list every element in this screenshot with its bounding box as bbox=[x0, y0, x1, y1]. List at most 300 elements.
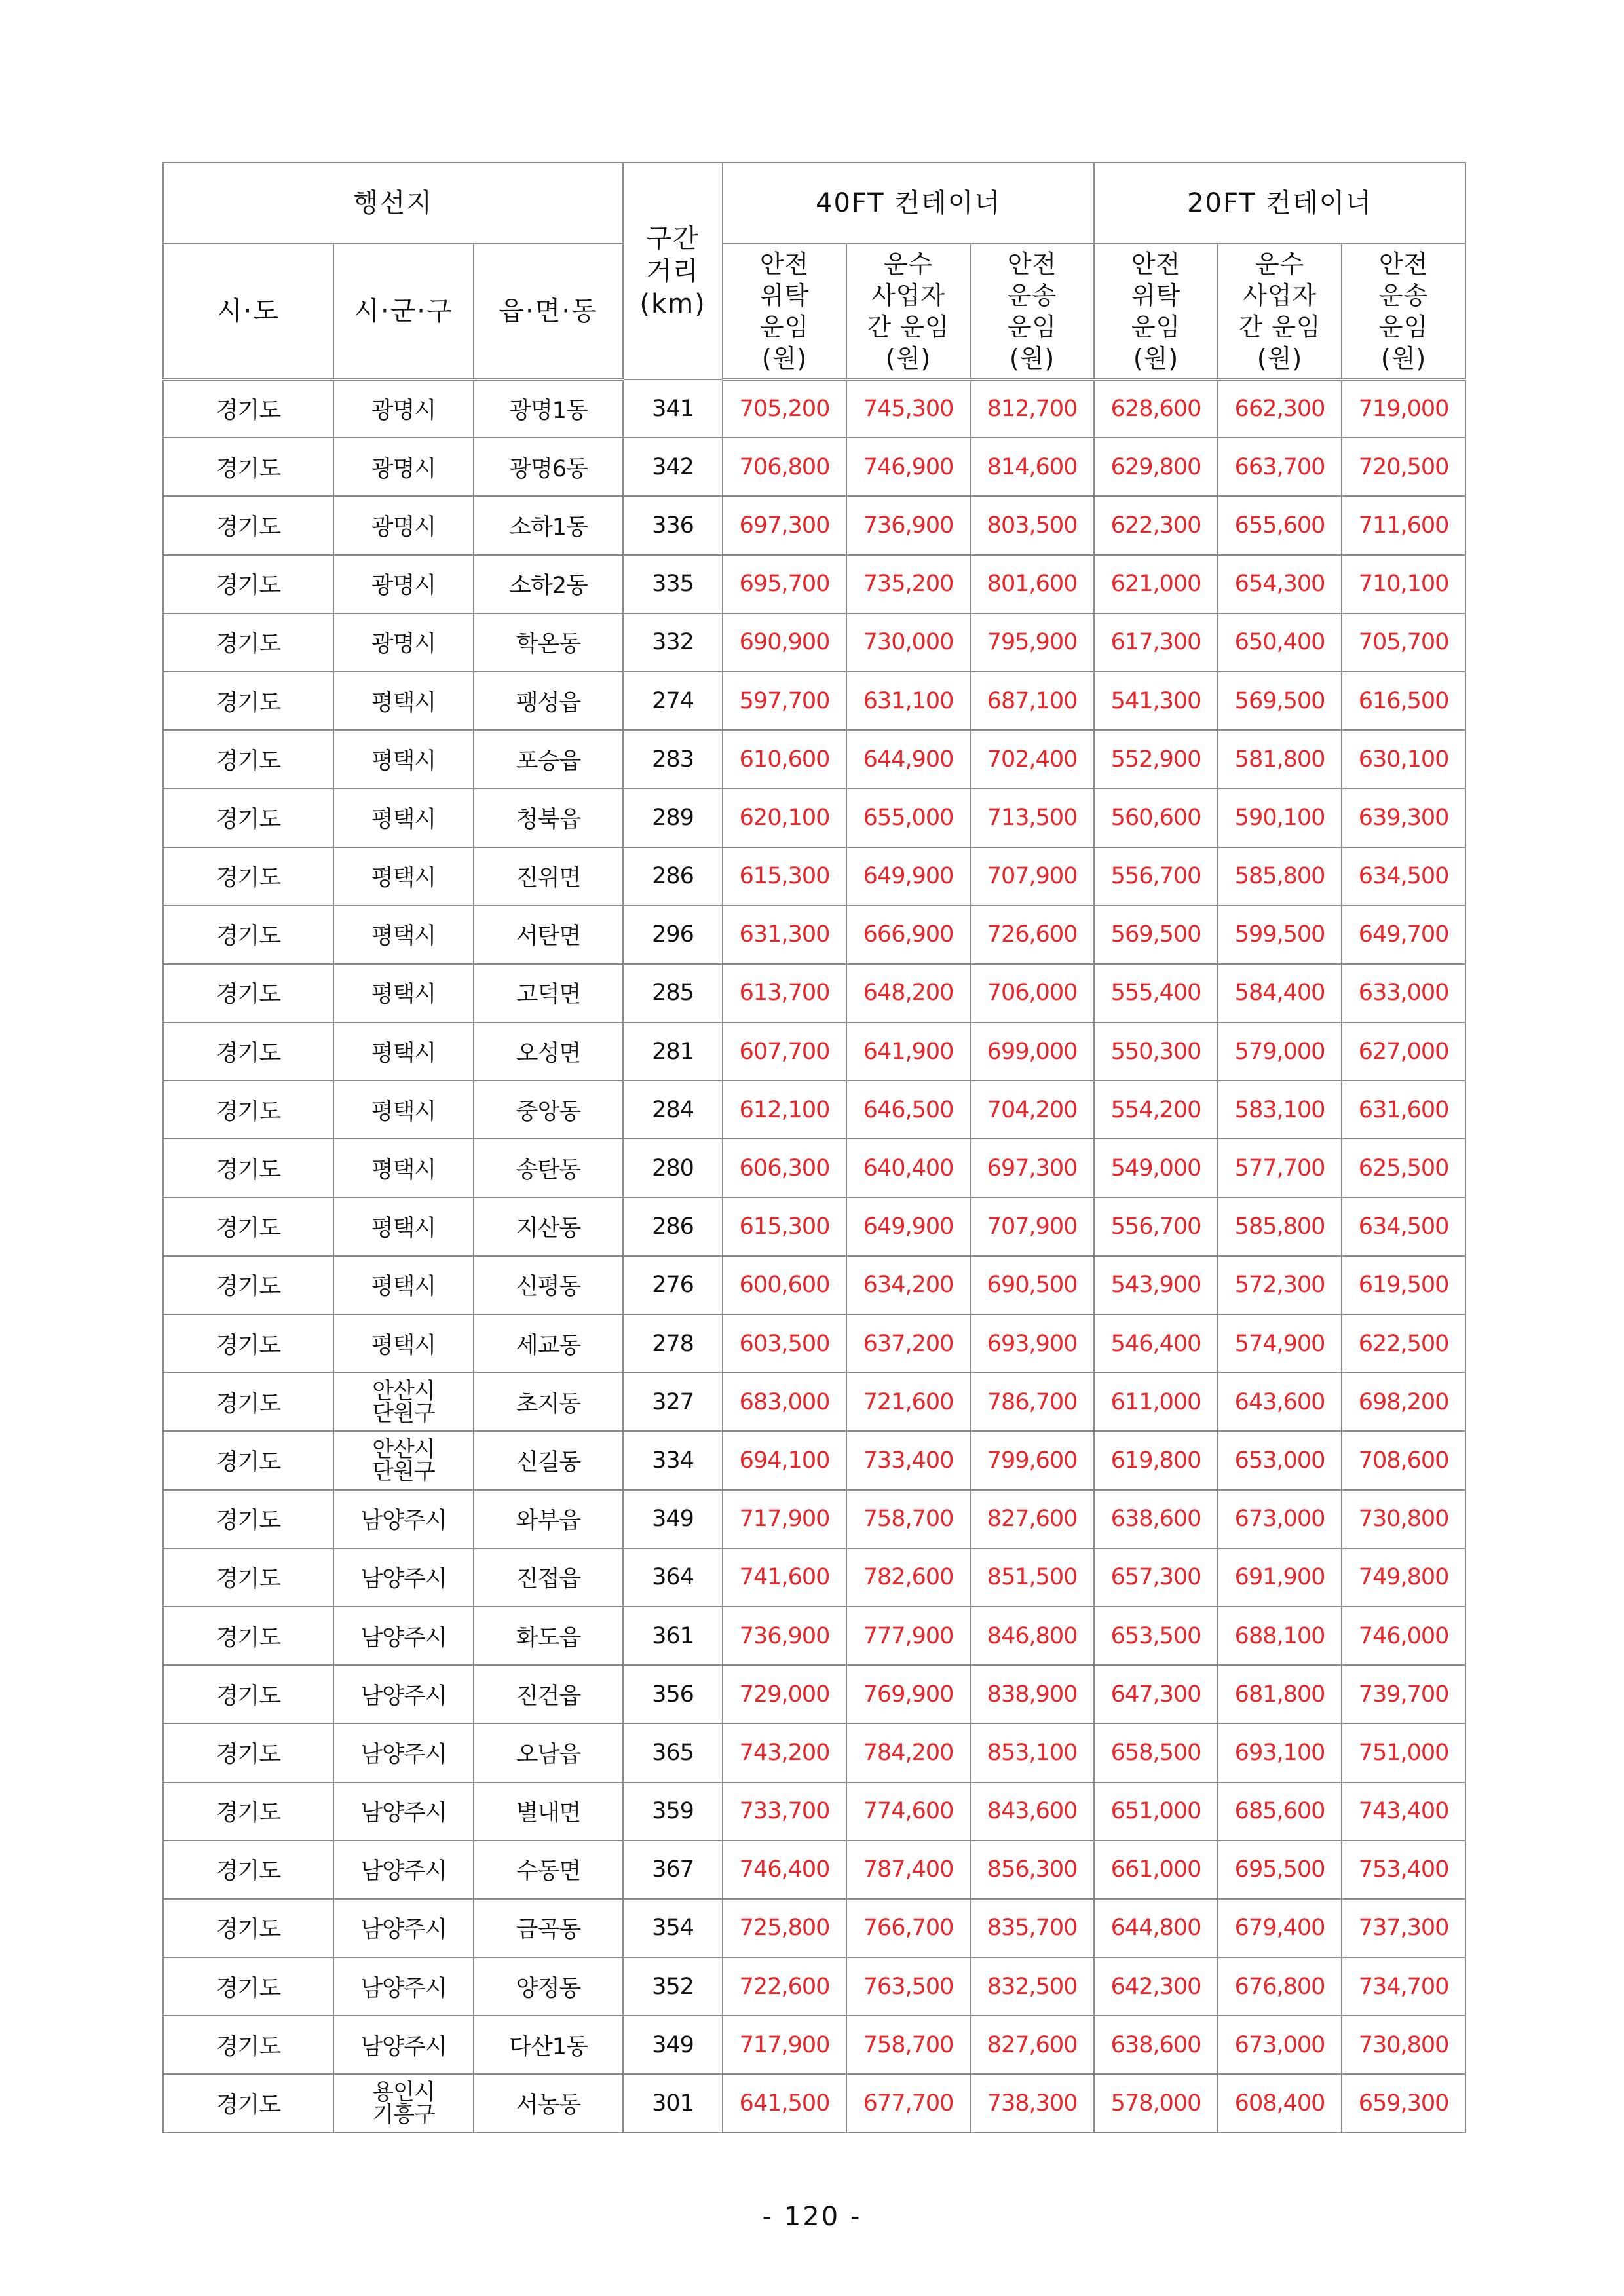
cell-40ft-safe-consign-rate: 717,900 bbox=[723, 2016, 846, 2074]
cell-distance-km: 334 bbox=[623, 1431, 723, 1489]
header-destination: 행선지 bbox=[163, 163, 623, 244]
cell-eupmyeondong: 신평동 bbox=[474, 1256, 623, 1314]
cell-sigungu: 안산시 단원구 bbox=[333, 1431, 474, 1489]
cell-20ft-safe-consign-rate: 546,400 bbox=[1094, 1314, 1218, 1373]
cell-sido: 경기도 bbox=[163, 1139, 333, 1197]
cell-distance-km: 286 bbox=[623, 847, 723, 906]
table-row bbox=[163, 2074, 1465, 2132]
cell-40ft-safe-consign-rate: 743,200 bbox=[723, 1723, 846, 1782]
cell-40ft-carrier-rate: 782,600 bbox=[846, 1548, 970, 1607]
cell-40ft-carrier-rate: 763,500 bbox=[846, 1957, 970, 2016]
cell-sido: 경기도 bbox=[163, 1899, 333, 1957]
cell-20ft-safe-consign-rate: 651,000 bbox=[1094, 1782, 1218, 1841]
cell-40ft-carrier-rate: 641,900 bbox=[846, 1022, 970, 1081]
cell-40ft-carrier-rate: 735,200 bbox=[846, 555, 970, 613]
cell-sigungu: 광명시 bbox=[333, 438, 474, 496]
cell-20ft-safe-transport-rate: 622,500 bbox=[1342, 1314, 1465, 1373]
cell-eupmyeondong: 와부읍 bbox=[474, 1490, 623, 1548]
cell-sigungu: 평택시 bbox=[333, 1256, 474, 1314]
table-row bbox=[163, 496, 1465, 554]
cell-40ft-carrier-rate: 736,900 bbox=[846, 496, 970, 554]
table-row bbox=[163, 964, 1465, 1022]
cell-eupmyeondong: 지산동 bbox=[474, 1198, 623, 1256]
cell-20ft-safe-consign-rate: 569,500 bbox=[1094, 906, 1218, 964]
header-40ft-carrier-rate: 운수 사업자 간 운임 (원) bbox=[846, 244, 970, 379]
table-row bbox=[163, 1841, 1465, 1899]
header-eupmyeondong: 읍·면·동 bbox=[474, 244, 623, 379]
cell-40ft-safe-consign-rate: 615,300 bbox=[723, 847, 846, 906]
cell-distance-km: 354 bbox=[623, 1899, 723, 1957]
cell-distance-km: 341 bbox=[623, 379, 723, 438]
table-row bbox=[163, 788, 1465, 847]
cell-20ft-safe-consign-rate: 555,400 bbox=[1094, 964, 1218, 1022]
cell-distance-km: 336 bbox=[623, 496, 723, 554]
cell-40ft-safe-transport-rate: 795,900 bbox=[970, 613, 1094, 672]
cell-20ft-carrier-rate: 688,100 bbox=[1218, 1607, 1342, 1665]
cell-sigungu: 평택시 bbox=[333, 1022, 474, 1081]
cell-20ft-carrier-rate: 685,600 bbox=[1218, 1782, 1342, 1841]
cell-20ft-carrier-rate: 572,300 bbox=[1218, 1256, 1342, 1314]
cell-20ft-safe-transport-rate: 730,800 bbox=[1342, 2016, 1465, 2074]
header-sigungu: 시·군·구 bbox=[333, 244, 474, 379]
cell-40ft-safe-consign-rate: 607,700 bbox=[723, 1022, 846, 1081]
cell-20ft-carrier-rate: 654,300 bbox=[1218, 555, 1342, 613]
cell-sido: 경기도 bbox=[163, 1665, 333, 1723]
cell-20ft-safe-consign-rate: 647,300 bbox=[1094, 1665, 1218, 1723]
cell-20ft-safe-transport-rate: 708,600 bbox=[1342, 1431, 1465, 1489]
cell-sido: 경기도 bbox=[163, 1022, 333, 1081]
cell-40ft-safe-consign-rate: 697,300 bbox=[723, 496, 846, 554]
cell-40ft-carrier-rate: 766,700 bbox=[846, 1899, 970, 1957]
table-header bbox=[163, 163, 1465, 379]
cell-20ft-carrier-rate: 585,800 bbox=[1218, 1198, 1342, 1256]
cell-sigungu: 평택시 bbox=[333, 906, 474, 964]
table-row bbox=[163, 1723, 1465, 1782]
cell-20ft-safe-consign-rate: 661,000 bbox=[1094, 1841, 1218, 1899]
table-row bbox=[163, 906, 1465, 964]
cell-40ft-carrier-rate: 746,900 bbox=[846, 438, 970, 496]
cell-20ft-carrier-rate: 653,000 bbox=[1218, 1431, 1342, 1489]
cell-20ft-carrier-rate: 650,400 bbox=[1218, 613, 1342, 672]
cell-20ft-safe-consign-rate: 578,000 bbox=[1094, 2074, 1218, 2132]
cell-20ft-carrier-rate: 691,900 bbox=[1218, 1548, 1342, 1607]
cell-distance-km: 367 bbox=[623, 1841, 723, 1899]
cell-40ft-carrier-rate: 758,700 bbox=[846, 1490, 970, 1548]
cell-20ft-safe-transport-rate: 634,500 bbox=[1342, 1198, 1465, 1256]
cell-sigungu: 평택시 bbox=[333, 672, 474, 730]
cell-20ft-safe-transport-rate: 627,000 bbox=[1342, 1022, 1465, 1081]
cell-sigungu: 평택시 bbox=[333, 1314, 474, 1373]
cell-eupmyeondong: 소하2동 bbox=[474, 555, 623, 613]
table-row bbox=[163, 1490, 1465, 1548]
cell-20ft-carrier-rate: 673,000 bbox=[1218, 1490, 1342, 1548]
cell-40ft-safe-transport-rate: 707,900 bbox=[970, 1198, 1094, 1256]
cell-20ft-safe-consign-rate: 617,300 bbox=[1094, 613, 1218, 672]
cell-eupmyeondong: 소하1동 bbox=[474, 496, 623, 554]
cell-20ft-carrier-rate: 679,400 bbox=[1218, 1899, 1342, 1957]
cell-20ft-safe-consign-rate: 549,000 bbox=[1094, 1139, 1218, 1197]
cell-eupmyeondong: 광명1동 bbox=[474, 379, 623, 438]
cell-sigungu: 광명시 bbox=[333, 613, 474, 672]
cell-eupmyeondong: 진건읍 bbox=[474, 1665, 623, 1723]
cell-40ft-safe-consign-rate: 631,300 bbox=[723, 906, 846, 964]
cell-40ft-safe-transport-rate: 856,300 bbox=[970, 1841, 1094, 1899]
cell-distance-km: 286 bbox=[623, 1198, 723, 1256]
cell-20ft-safe-consign-rate: 611,000 bbox=[1094, 1373, 1218, 1431]
cell-20ft-safe-transport-rate: 734,700 bbox=[1342, 1957, 1465, 2016]
cell-eupmyeondong: 수동면 bbox=[474, 1841, 623, 1899]
table-row bbox=[163, 1022, 1465, 1081]
cell-20ft-safe-transport-rate: 630,100 bbox=[1342, 730, 1465, 788]
cell-40ft-safe-consign-rate: 690,900 bbox=[723, 613, 846, 672]
cell-sigungu: 남양주시 bbox=[333, 2016, 474, 2074]
cell-20ft-carrier-rate: 590,100 bbox=[1218, 788, 1342, 847]
cell-40ft-safe-consign-rate: 725,800 bbox=[723, 1899, 846, 1957]
cell-20ft-carrier-rate: 655,600 bbox=[1218, 496, 1342, 554]
cell-eupmyeondong: 서농동 bbox=[474, 2074, 623, 2132]
cell-20ft-safe-transport-rate: 730,800 bbox=[1342, 1490, 1465, 1548]
cell-40ft-carrier-rate: 648,200 bbox=[846, 964, 970, 1022]
cell-distance-km: 342 bbox=[623, 438, 723, 496]
cell-sigungu: 광명시 bbox=[333, 555, 474, 613]
cell-40ft-safe-consign-rate: 600,600 bbox=[723, 1256, 846, 1314]
cell-eupmyeondong: 오성면 bbox=[474, 1022, 623, 1081]
cell-40ft-carrier-rate: 677,700 bbox=[846, 2074, 970, 2132]
cell-sigungu: 평택시 bbox=[333, 1198, 474, 1256]
cell-20ft-carrier-rate: 569,500 bbox=[1218, 672, 1342, 730]
cell-20ft-safe-transport-rate: 743,400 bbox=[1342, 1782, 1465, 1841]
cell-20ft-safe-transport-rate: 619,500 bbox=[1342, 1256, 1465, 1314]
cell-40ft-safe-consign-rate: 746,400 bbox=[723, 1841, 846, 1899]
cell-40ft-safe-transport-rate: 707,900 bbox=[970, 847, 1094, 906]
cell-sigungu: 평택시 bbox=[333, 847, 474, 906]
cell-sido: 경기도 bbox=[163, 1841, 333, 1899]
cell-20ft-safe-consign-rate: 552,900 bbox=[1094, 730, 1218, 788]
cell-sigungu: 평택시 bbox=[333, 788, 474, 847]
cell-40ft-carrier-rate: 730,000 bbox=[846, 613, 970, 672]
cell-distance-km: 361 bbox=[623, 1607, 723, 1665]
cell-eupmyeondong: 팽성읍 bbox=[474, 672, 623, 730]
cell-40ft-safe-transport-rate: 697,300 bbox=[970, 1139, 1094, 1197]
table-row bbox=[163, 438, 1465, 496]
cell-sigungu: 남양주시 bbox=[333, 1723, 474, 1782]
cell-distance-km: 359 bbox=[623, 1782, 723, 1841]
table-row bbox=[163, 2016, 1465, 2074]
table-row bbox=[163, 1431, 1465, 1489]
cell-20ft-safe-transport-rate: 631,600 bbox=[1342, 1081, 1465, 1139]
cell-sido: 경기도 bbox=[163, 613, 333, 672]
cell-20ft-safe-transport-rate: 746,000 bbox=[1342, 1607, 1465, 1665]
cell-40ft-carrier-rate: 646,500 bbox=[846, 1081, 970, 1139]
cell-20ft-safe-consign-rate: 653,500 bbox=[1094, 1607, 1218, 1665]
cell-eupmyeondong: 신길동 bbox=[474, 1431, 623, 1489]
cell-40ft-safe-consign-rate: 741,600 bbox=[723, 1548, 846, 1607]
header-20ft: 20FT 컨테이너 bbox=[1094, 163, 1465, 244]
cell-sido: 경기도 bbox=[163, 1548, 333, 1607]
table-row bbox=[163, 1314, 1465, 1373]
cell-40ft-safe-consign-rate: 683,000 bbox=[723, 1373, 846, 1431]
cell-sigungu: 용인시 기흥구 bbox=[333, 2074, 474, 2132]
cell-sigungu: 남양주시 bbox=[333, 1782, 474, 1841]
cell-20ft-safe-consign-rate: 638,600 bbox=[1094, 2016, 1218, 2074]
cell-eupmyeondong: 학온동 bbox=[474, 613, 623, 672]
cell-40ft-safe-consign-rate: 705,200 bbox=[723, 379, 846, 438]
header-distance: 구간 거리 (km) bbox=[623, 163, 723, 379]
cell-20ft-safe-transport-rate: 753,400 bbox=[1342, 1841, 1465, 1899]
cell-sigungu: 남양주시 bbox=[333, 1607, 474, 1665]
cell-40ft-safe-consign-rate: 736,900 bbox=[723, 1607, 846, 1665]
cell-20ft-safe-consign-rate: 556,700 bbox=[1094, 847, 1218, 906]
cell-40ft-safe-consign-rate: 733,700 bbox=[723, 1782, 846, 1841]
cell-sido: 경기도 bbox=[163, 1373, 333, 1431]
cell-sido: 경기도 bbox=[163, 1314, 333, 1373]
cell-distance-km: 349 bbox=[623, 2016, 723, 2074]
table-row bbox=[163, 1548, 1465, 1607]
cell-eupmyeondong: 오남읍 bbox=[474, 1723, 623, 1782]
cell-distance-km: 364 bbox=[623, 1548, 723, 1607]
cell-eupmyeondong: 송탄동 bbox=[474, 1139, 623, 1197]
table-row bbox=[163, 1081, 1465, 1139]
freight-rate-table bbox=[162, 162, 1466, 2133]
cell-distance-km: 332 bbox=[623, 613, 723, 672]
cell-eupmyeondong: 별내면 bbox=[474, 1782, 623, 1841]
cell-sido: 경기도 bbox=[163, 1782, 333, 1841]
page-number: - 120 - bbox=[762, 2202, 862, 2232]
cell-eupmyeondong: 포승읍 bbox=[474, 730, 623, 788]
cell-20ft-safe-consign-rate: 638,600 bbox=[1094, 1490, 1218, 1548]
table-row bbox=[163, 613, 1465, 672]
cell-40ft-safe-transport-rate: 853,100 bbox=[970, 1723, 1094, 1782]
cell-40ft-safe-consign-rate: 717,900 bbox=[723, 1490, 846, 1548]
cell-20ft-safe-consign-rate: 556,700 bbox=[1094, 1198, 1218, 1256]
cell-sido: 경기도 bbox=[163, 730, 333, 788]
cell-sigungu: 평택시 bbox=[333, 1139, 474, 1197]
cell-20ft-carrier-rate: 584,400 bbox=[1218, 964, 1342, 1022]
cell-40ft-carrier-rate: 758,700 bbox=[846, 2016, 970, 2074]
cell-distance-km: 301 bbox=[623, 2074, 723, 2132]
cell-distance-km: 349 bbox=[623, 1490, 723, 1548]
cell-40ft-safe-transport-rate: 851,500 bbox=[970, 1548, 1094, 1607]
table-row bbox=[163, 1665, 1465, 1723]
cell-20ft-safe-transport-rate: 719,000 bbox=[1342, 379, 1465, 438]
cell-sido: 경기도 bbox=[163, 1431, 333, 1489]
table-row bbox=[163, 847, 1465, 906]
cell-eupmyeondong: 세교동 bbox=[474, 1314, 623, 1373]
cell-20ft-safe-consign-rate: 629,800 bbox=[1094, 438, 1218, 496]
table-body bbox=[163, 379, 1465, 2133]
cell-20ft-safe-consign-rate: 628,600 bbox=[1094, 379, 1218, 438]
cell-40ft-safe-transport-rate: 827,600 bbox=[970, 1490, 1094, 1548]
cell-eupmyeondong: 청북읍 bbox=[474, 788, 623, 847]
table-row bbox=[163, 730, 1465, 788]
cell-20ft-safe-consign-rate: 541,300 bbox=[1094, 672, 1218, 730]
header-sido: 시·도 bbox=[163, 244, 333, 379]
cell-sido: 경기도 bbox=[163, 964, 333, 1022]
cell-20ft-carrier-rate: 673,000 bbox=[1218, 2016, 1342, 2074]
cell-40ft-carrier-rate: 777,900 bbox=[846, 1607, 970, 1665]
cell-eupmyeondong: 진접읍 bbox=[474, 1548, 623, 1607]
cell-distance-km: 284 bbox=[623, 1081, 723, 1139]
table-row bbox=[163, 1373, 1465, 1431]
cell-40ft-safe-transport-rate: 838,900 bbox=[970, 1665, 1094, 1723]
cell-40ft-safe-consign-rate: 695,700 bbox=[723, 555, 846, 613]
cell-20ft-carrier-rate: 577,700 bbox=[1218, 1139, 1342, 1197]
cell-40ft-safe-transport-rate: 835,700 bbox=[970, 1899, 1094, 1957]
cell-40ft-safe-consign-rate: 615,300 bbox=[723, 1198, 846, 1256]
cell-20ft-safe-transport-rate: 698,200 bbox=[1342, 1373, 1465, 1431]
cell-distance-km: 365 bbox=[623, 1723, 723, 1782]
table-row bbox=[163, 1899, 1465, 1957]
cell-distance-km: 278 bbox=[623, 1314, 723, 1373]
cell-40ft-safe-transport-rate: 687,100 bbox=[970, 672, 1094, 730]
cell-distance-km: 281 bbox=[623, 1022, 723, 1081]
cell-20ft-carrier-rate: 599,500 bbox=[1218, 906, 1342, 964]
cell-sido: 경기도 bbox=[163, 1957, 333, 2016]
cell-40ft-carrier-rate: 634,200 bbox=[846, 1256, 970, 1314]
cell-40ft-safe-transport-rate: 738,300 bbox=[970, 2074, 1094, 2132]
table-row bbox=[163, 1198, 1465, 1256]
cell-40ft-carrier-rate: 784,200 bbox=[846, 1723, 970, 1782]
cell-40ft-carrier-rate: 733,400 bbox=[846, 1431, 970, 1489]
cell-20ft-carrier-rate: 579,000 bbox=[1218, 1022, 1342, 1081]
cell-20ft-carrier-rate: 663,700 bbox=[1218, 438, 1342, 496]
cell-sigungu: 광명시 bbox=[333, 496, 474, 554]
cell-sigungu: 안산시 단원구 bbox=[333, 1373, 474, 1431]
cell-20ft-carrier-rate: 583,100 bbox=[1218, 1081, 1342, 1139]
cell-40ft-safe-transport-rate: 801,600 bbox=[970, 555, 1094, 613]
cell-eupmyeondong: 양정동 bbox=[474, 1957, 623, 2016]
cell-eupmyeondong: 서탄면 bbox=[474, 906, 623, 964]
cell-40ft-safe-transport-rate: 832,500 bbox=[970, 1957, 1094, 2016]
cell-40ft-safe-consign-rate: 597,700 bbox=[723, 672, 846, 730]
cell-sigungu: 평택시 bbox=[333, 964, 474, 1022]
cell-sido: 경기도 bbox=[163, 1607, 333, 1665]
cell-40ft-safe-transport-rate: 803,500 bbox=[970, 496, 1094, 554]
cell-40ft-safe-transport-rate: 846,800 bbox=[970, 1607, 1094, 1665]
cell-40ft-safe-consign-rate: 610,600 bbox=[723, 730, 846, 788]
table-row bbox=[163, 1957, 1465, 2016]
cell-20ft-carrier-rate: 608,400 bbox=[1218, 2074, 1342, 2132]
cell-20ft-safe-transport-rate: 720,500 bbox=[1342, 438, 1465, 496]
cell-eupmyeondong: 진위면 bbox=[474, 847, 623, 906]
cell-40ft-safe-consign-rate: 722,600 bbox=[723, 1957, 846, 2016]
cell-distance-km: 356 bbox=[623, 1665, 723, 1723]
cell-40ft-safe-consign-rate: 706,800 bbox=[723, 438, 846, 496]
cell-eupmyeondong: 금곡동 bbox=[474, 1899, 623, 1957]
cell-40ft-safe-consign-rate: 729,000 bbox=[723, 1665, 846, 1723]
cell-40ft-safe-consign-rate: 613,700 bbox=[723, 964, 846, 1022]
cell-sigungu: 남양주시 bbox=[333, 1841, 474, 1899]
cell-40ft-carrier-rate: 721,600 bbox=[846, 1373, 970, 1431]
cell-eupmyeondong: 고덕면 bbox=[474, 964, 623, 1022]
cell-distance-km: 280 bbox=[623, 1139, 723, 1197]
cell-40ft-carrier-rate: 666,900 bbox=[846, 906, 970, 964]
cell-40ft-safe-transport-rate: 704,200 bbox=[970, 1081, 1094, 1139]
cell-40ft-safe-transport-rate: 812,700 bbox=[970, 379, 1094, 438]
cell-20ft-safe-consign-rate: 621,000 bbox=[1094, 555, 1218, 613]
cell-distance-km: 296 bbox=[623, 906, 723, 964]
cell-40ft-safe-transport-rate: 702,400 bbox=[970, 730, 1094, 788]
cell-20ft-safe-transport-rate: 739,700 bbox=[1342, 1665, 1465, 1723]
cell-20ft-safe-consign-rate: 642,300 bbox=[1094, 1957, 1218, 2016]
cell-20ft-safe-transport-rate: 633,000 bbox=[1342, 964, 1465, 1022]
table-row bbox=[163, 1607, 1465, 1665]
cell-20ft-carrier-rate: 581,800 bbox=[1218, 730, 1342, 788]
cell-eupmyeondong: 광명6동 bbox=[474, 438, 623, 496]
cell-distance-km: 327 bbox=[623, 1373, 723, 1431]
cell-sido: 경기도 bbox=[163, 1198, 333, 1256]
table-row bbox=[163, 672, 1465, 730]
cell-sido: 경기도 bbox=[163, 555, 333, 613]
cell-20ft-safe-transport-rate: 639,300 bbox=[1342, 788, 1465, 847]
cell-40ft-safe-consign-rate: 612,100 bbox=[723, 1081, 846, 1139]
cell-20ft-safe-consign-rate: 644,800 bbox=[1094, 1899, 1218, 1957]
cell-20ft-safe-consign-rate: 550,300 bbox=[1094, 1022, 1218, 1081]
cell-sido: 경기도 bbox=[163, 2016, 333, 2074]
cell-40ft-carrier-rate: 640,400 bbox=[846, 1139, 970, 1197]
cell-sido: 경기도 bbox=[163, 1256, 333, 1314]
cell-40ft-carrier-rate: 745,300 bbox=[846, 379, 970, 438]
cell-20ft-safe-consign-rate: 560,600 bbox=[1094, 788, 1218, 847]
cell-20ft-safe-transport-rate: 705,700 bbox=[1342, 613, 1465, 672]
cell-20ft-carrier-rate: 693,100 bbox=[1218, 1723, 1342, 1782]
cell-20ft-safe-consign-rate: 622,300 bbox=[1094, 496, 1218, 554]
cell-40ft-safe-consign-rate: 606,300 bbox=[723, 1139, 846, 1197]
cell-40ft-safe-transport-rate: 786,700 bbox=[970, 1373, 1094, 1431]
cell-20ft-safe-transport-rate: 749,800 bbox=[1342, 1548, 1465, 1607]
cell-distance-km: 274 bbox=[623, 672, 723, 730]
cell-20ft-safe-transport-rate: 625,500 bbox=[1342, 1139, 1465, 1197]
cell-distance-km: 285 bbox=[623, 964, 723, 1022]
header-20ft-safe-consign-rate: 안전 위탁 운임 (원) bbox=[1094, 244, 1218, 379]
cell-distance-km: 276 bbox=[623, 1256, 723, 1314]
header-40ft-safe-transport-rate: 안전 운송 운임 (원) bbox=[970, 244, 1094, 379]
cell-20ft-safe-transport-rate: 751,000 bbox=[1342, 1723, 1465, 1782]
table-row bbox=[163, 1256, 1465, 1314]
cell-sido: 경기도 bbox=[163, 1723, 333, 1782]
cell-sigungu: 남양주시 bbox=[333, 1665, 474, 1723]
cell-sido: 경기도 bbox=[163, 496, 333, 554]
cell-40ft-safe-transport-rate: 726,600 bbox=[970, 906, 1094, 964]
table-row bbox=[163, 1782, 1465, 1841]
cell-40ft-safe-transport-rate: 693,900 bbox=[970, 1314, 1094, 1373]
cell-40ft-safe-consign-rate: 641,500 bbox=[723, 2074, 846, 2132]
cell-sido: 경기도 bbox=[163, 379, 333, 438]
cell-40ft-safe-transport-rate: 699,000 bbox=[970, 1022, 1094, 1081]
cell-20ft-safe-consign-rate: 657,300 bbox=[1094, 1548, 1218, 1607]
cell-40ft-safe-transport-rate: 799,600 bbox=[970, 1431, 1094, 1489]
cell-20ft-safe-consign-rate: 554,200 bbox=[1094, 1081, 1218, 1139]
cell-20ft-carrier-rate: 662,300 bbox=[1218, 379, 1342, 438]
cell-20ft-carrier-rate: 574,900 bbox=[1218, 1314, 1342, 1373]
cell-distance-km: 352 bbox=[623, 1957, 723, 2016]
cell-20ft-carrier-rate: 676,800 bbox=[1218, 1957, 1342, 2016]
cell-20ft-carrier-rate: 585,800 bbox=[1218, 847, 1342, 906]
cell-sido: 경기도 bbox=[163, 438, 333, 496]
cell-40ft-carrier-rate: 649,900 bbox=[846, 847, 970, 906]
cell-40ft-safe-transport-rate: 814,600 bbox=[970, 438, 1094, 496]
cell-40ft-safe-transport-rate: 843,600 bbox=[970, 1782, 1094, 1841]
cell-sido: 경기도 bbox=[163, 1081, 333, 1139]
cell-20ft-safe-transport-rate: 616,500 bbox=[1342, 672, 1465, 730]
cell-20ft-carrier-rate: 695,500 bbox=[1218, 1841, 1342, 1899]
cell-sigungu: 남양주시 bbox=[333, 1899, 474, 1957]
cell-distance-km: 289 bbox=[623, 788, 723, 847]
cell-20ft-safe-transport-rate: 634,500 bbox=[1342, 847, 1465, 906]
cell-40ft-safe-consign-rate: 694,100 bbox=[723, 1431, 846, 1489]
cell-sigungu: 평택시 bbox=[333, 1081, 474, 1139]
header-40ft: 40FT 컨테이너 bbox=[723, 163, 1094, 244]
